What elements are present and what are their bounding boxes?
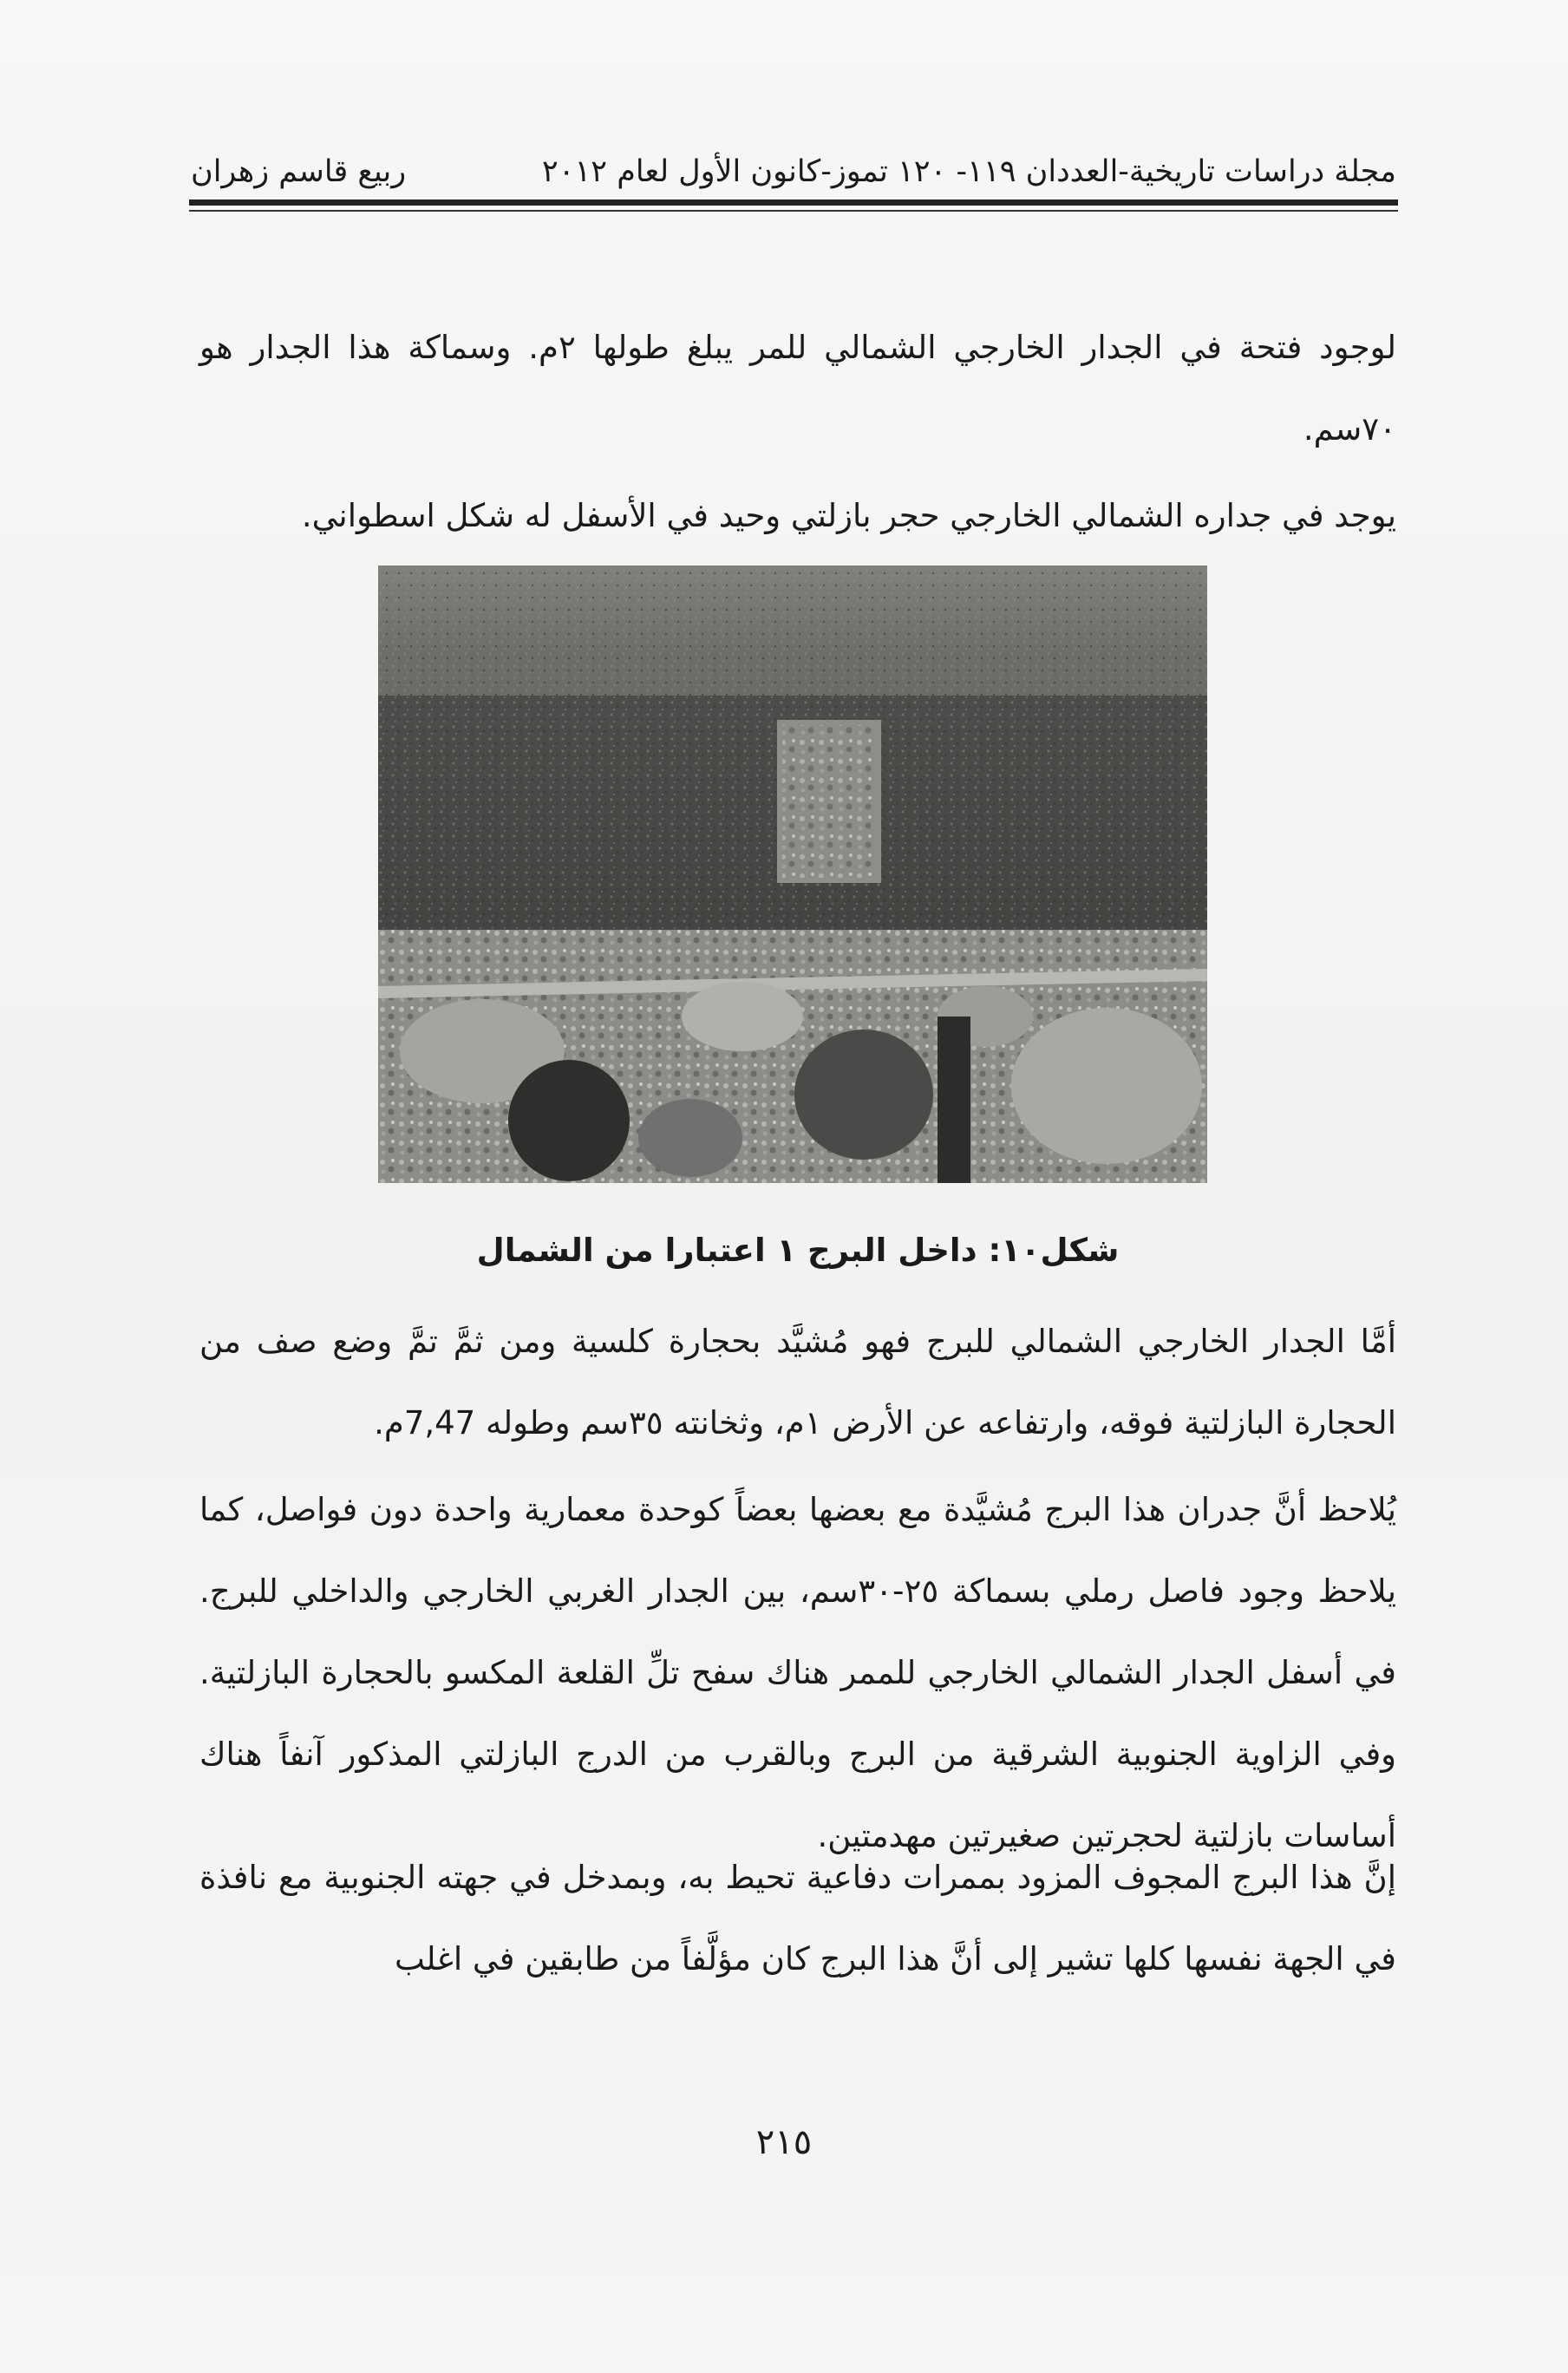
author-name: ربيع قاسم زهران — [191, 154, 407, 189]
paragraph-tower-floors: إنَّ هذا البرج المجوف المزود بممرات دفاعية تحيط به، وبمدخل في جهته الجنوبية مع نافذة في الجهة نفسها كلها تشير إلى أنَّ هذا البرج كان مؤلَّفاً من طابقين في اغلب — [199, 1859, 1396, 1978]
page-number: ٢١٥ — [755, 2122, 813, 2162]
figure-caption: شكل١٠: داخل البرج ١ اعتبارا من الشمال — [476, 1232, 1120, 1269]
paragraph-basalt-stone: يوجد في جداره الشمالي الخارجي حجر بازلتي وحيد في الأسفل له شكل اسطواني. — [301, 497, 1396, 534]
figure-photo-tower-interior — [378, 565, 1207, 1183]
running-header — [191, 146, 1396, 198]
header-rule — [189, 199, 1398, 206]
paragraph-wall-construction: يُلاحظ أنَّ جدران هذا البرج مُشيَّدة مع بعضها بعضاً كوحدة معمارية واحدة دون فواصل، كما يلاحظ وجود فاصل رملي بسماكة ٢٥-٣٠سم، بين الجدار الغربي الخارجي والداخلي للبرج. في أسفل الجدار الشمالي الخارجي للممر هناك سفح تلِّ القلعة المكسو بالحجارة البازلتية. وفي الزاوية الجنوبية الشرقية من البرج وبالقرب من الدرج البازلتي المذكور آنفاً هناك أساسات بازلتية لحجرتين صغيرتين مهدمتين. — [199, 1491, 1396, 1854]
paragraph-north-wall: أمَّا الجدار الخارجي الشمالي للبرج فهو مُشيَّد بحجارة كلسية ومن ثمَّ تمَّ وضع صف من الحجارة البازلتية فوقه، وارتفاعه عن الأرض ١م، وثخانته ٣٥سم وطوله 7,47م. — [199, 1323, 1396, 1441]
journal-title: مجلة دراسات تاريخية-العددان ١١٩- ١٢٠ تموز-كانون الأول لعام ٢٠١٢ — [541, 154, 1396, 189]
paragraph-opening-width: لوجود فتحة في الجدار الخارجي الشمالي للمر يبلغ طولها ٢م. وسماكة هذا الجدار هو ٧٠سم. — [199, 329, 1396, 448]
photo-illustration — [378, 565, 1207, 1183]
header-rule-thin — [189, 210, 1398, 212]
